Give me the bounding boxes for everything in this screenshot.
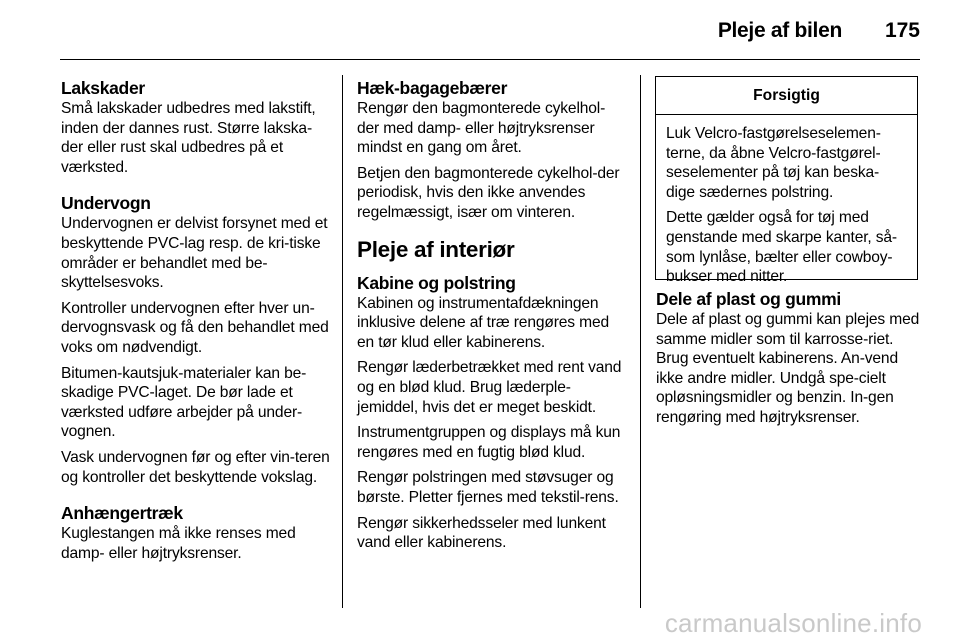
- paragraph: Rengør polstringen med støvsuger og børste. Pletter fjernes med tekstil-rens.: [357, 469, 619, 506]
- caution-title: Forsigtig: [656, 77, 917, 115]
- paragraph: Betjen den bagmonterede cykelhol-der periodisk, hvis den ikke anvendes regelmæssigt, især om vinteren.: [357, 164, 620, 221]
- caution-body: [656, 115, 917, 287]
- page-number: 175: [884, 19, 920, 42]
- page-header: [0, 0, 960, 60]
- paragraph: Undervognen er delvist forsynet med et beskyttende PVC-lag resp. de kri-tiske områder er behandlet med be-skyttelsesvoks.: [61, 215, 328, 292]
- section-heading: Undervogn: [61, 193, 151, 214]
- column-divider-right: [640, 75, 641, 608]
- paragraph: Bitumen-kautsjuk-materialer kan be-skadige PVC-laget. De bør lade et værksted udføre arbejder på under-vognen.: [61, 364, 307, 441]
- column-divider-left: [342, 75, 343, 608]
- section-heading: Lakskader: [61, 78, 145, 98]
- paragraph: Luk Velcro-fastgørelseselemen-terne, da åbne Velcro-fastgørel-seselementer på tøj kan beska-dige sædernes polstring.: [666, 125, 881, 201]
- paragraph: Kabinen og instrumentafdækningen inklusive delene af træ rengøres med en tør klud eller kabinerens.: [357, 294, 610, 351]
- watermark-text: carmanualsonline.info: [664, 608, 922, 638]
- section-haek-bagagebaerer: [357, 78, 627, 223]
- section-heading: Hæk-bagagebærer: [357, 78, 508, 98]
- header-rule: [60, 59, 920, 60]
- section-anhaengertraek: [61, 503, 333, 563]
- column-2: [357, 78, 627, 559]
- caution-box: [655, 76, 918, 286]
- section-kabine-og-polstring: [357, 273, 627, 553]
- paragraph: Små lakskader udbedres med lakstift, inden der dannes rust. Større lakska-der eller rust skal udbedres på et værksted.: [61, 100, 316, 176]
- section-heading: Dele af plast og gummi: [656, 289, 841, 309]
- paragraph: Rengør sikkerhedsseler med lunkent vand eller kabinerens.: [357, 514, 606, 552]
- paragraph: Instrumentgruppen og displays må kun rengøres med en fugtig blød klud.: [357, 424, 621, 461]
- paragraph: Rengør den bagmonterede cykelhol-der med damp- eller højtryksrenser mindst en gang om året.: [357, 100, 606, 157]
- paragraph: Vask undervognen før og efter vin-teren og kontroller det beskyttende vokslag.: [61, 448, 330, 486]
- section-lakskader: [61, 78, 333, 177]
- paragraph: Rengør læderbetrækket med rent vand og en blød klud. Brug læderple-jemiddel, hvis det er meget beskidt.: [357, 359, 622, 416]
- section-heading: Anhængertræk: [61, 503, 183, 524]
- section-heading: Kabine og polstring: [357, 272, 516, 293]
- paragraph: Dette gælder også for tøj med genstande med skarpe kanter, så-som lynlåse, bælter eller cowboy-bukser med nitter.: [666, 209, 897, 286]
- section-undervogn: [61, 193, 333, 487]
- column-1: [61, 78, 333, 579]
- page-title: Pleje af bilen: [717, 19, 842, 42]
- paragraph: Kontroller undervognen efter hver un-dervognsvask og få den behandlet med voks om nødvendigt.: [61, 299, 329, 356]
- paragraph: Dele af plast og gummi kan plejes med samme midler som til karrosse-riet. Brug eventuelt kabinerens. An-vend ikke andre midler. Undgå spe-cielt opløsningsmidler og benzin. In-gen rengøring med højtryksrenser.: [656, 311, 920, 426]
- chapter-heading: Pleje af interiør: [357, 236, 515, 262]
- column-3: [656, 289, 922, 434]
- paragraph: Kuglestangen må ikke renses med damp- eller højtryksrenser.: [61, 525, 296, 562]
